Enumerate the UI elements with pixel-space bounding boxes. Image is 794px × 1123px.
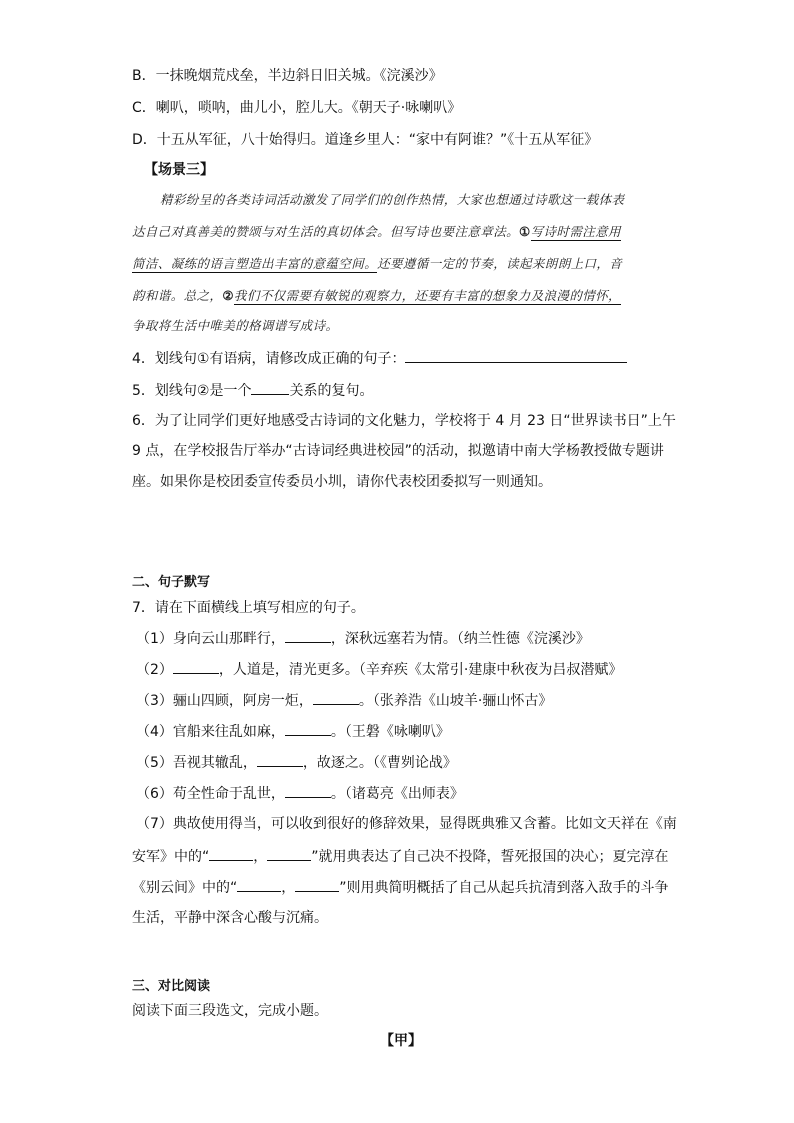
answer-blank[interactable] xyxy=(285,721,331,736)
scene3-line-2 xyxy=(132,222,621,242)
scene3-heading: 【场景三】 xyxy=(144,162,214,178)
item-5 xyxy=(136,752,457,773)
option-b: B．一抹晚烟荒戍垒，半边斜日旧关城。《浣溪沙》 xyxy=(132,68,443,84)
answer-blank[interactable] xyxy=(267,846,311,861)
answer-blank[interactable] xyxy=(285,783,331,798)
question-5-text: 关系的复句。 xyxy=(289,383,374,399)
question-6-line-3: 座。如果你是校团委宣传委员小圳，请你代表校团委拟写一则通知。 xyxy=(132,474,552,490)
question-4-text: 4．划线句①有语病，请修改成正确的句子： xyxy=(132,351,406,367)
answer-blank[interactable] xyxy=(251,380,289,395)
question-6-line-2: 9 点，在学校报告厅举办“古诗词经典进校园”的活动，拟邀请中南大学杨教授做专题讲 xyxy=(132,443,664,459)
item-text: 。（王磐《咏喇叭》 xyxy=(330,724,450,740)
item-7-line-4: 生活，平静中深含心酸与沉痛。 xyxy=(132,910,328,926)
item-text: 。（张养浩《山坡羊·骊山怀古》 xyxy=(358,693,553,709)
scene3-line-4 xyxy=(132,286,621,306)
item-4 xyxy=(136,721,450,742)
answer-blank[interactable] xyxy=(405,348,627,363)
item-text: ， xyxy=(281,880,296,896)
underlined-sentence-1b: 简洁、凝练的语言塑造出丰富的意蕴空间。 xyxy=(132,256,378,271)
answer-blank[interactable] xyxy=(257,752,303,767)
item-text: （6）苟全性命于乱世， xyxy=(136,786,285,802)
scene3-text: 达自己对真善美的赞颂与对生活的真切体会。但写诗也要注意章法。 xyxy=(132,224,520,239)
item-6 xyxy=(136,783,464,804)
question-5 xyxy=(132,380,373,401)
section-3-intro: 阅读下面三段选文，完成小题。 xyxy=(132,1003,328,1019)
item-text: 。（诸葛亮《出师表》 xyxy=(330,786,464,802)
section-2-title: 二、句子默写 xyxy=(132,575,211,590)
item-text: （5）吾视其辙乱， xyxy=(136,755,257,771)
item-text: ，故逐之。（《曹刿论战》 xyxy=(302,755,457,771)
item-2 xyxy=(136,659,622,680)
passage-jia-heading: 【甲】 xyxy=(380,1033,422,1049)
item-text: ”就用典表达了自己决不投降，誓死报国的决心；夏完淳在 xyxy=(311,849,669,865)
question-7: 7．请在下面横线上填写相应的句子。 xyxy=(132,600,365,616)
scene3-text: 韵和谐。总之， xyxy=(132,288,223,303)
item-text: （2） xyxy=(136,662,173,678)
item-text: 《别云间》中的“ xyxy=(132,880,238,896)
item-text: （4）官船来往乱如麻， xyxy=(136,724,285,740)
option-c: C．喇叭，唢呐，曲儿小，腔儿大。《朝天子·咏喇叭》 xyxy=(132,100,462,116)
answer-blank[interactable] xyxy=(209,846,253,861)
item-text: ，深秋远塞若为情。（纳兰性德《浣溪沙》 xyxy=(330,631,590,647)
mark-2: ② xyxy=(222,288,234,303)
scene3-line-5: 争取将生活中唯美的格调谱写成诗。 xyxy=(132,318,339,333)
mark-1: ① xyxy=(519,224,531,239)
question-4 xyxy=(132,348,627,369)
underlined-sentence-1a: 写诗时需注意用 xyxy=(530,224,621,239)
answer-blank[interactable] xyxy=(295,877,339,892)
answer-blank[interactable] xyxy=(237,877,281,892)
answer-blank[interactable] xyxy=(313,690,359,705)
scene3-line-3 xyxy=(132,254,622,274)
underlined-sentence-2: 我们不仅需要有敏锐的观察力，还要有丰富的想象力及浪漫的情怀， xyxy=(233,288,621,303)
item-text: ，人道是，清光更多。（辛弃疾《太常引·建康中秋夜为吕叔潜赋》 xyxy=(218,662,623,678)
item-text: （1）身向云山那畔行， xyxy=(136,631,285,647)
item-text: ， xyxy=(253,849,268,865)
option-d: D．十五从军征，八十始得归。道逢乡里人：“家中有阿谁？”《十五从军征》 xyxy=(132,132,599,148)
item-text: 安军》中的“ xyxy=(132,849,210,865)
item-1 xyxy=(136,628,590,649)
answer-blank[interactable] xyxy=(285,628,331,643)
item-3 xyxy=(136,690,552,711)
question-5-text: 5．划线句②是一个 xyxy=(132,383,252,399)
item-7-line-3 xyxy=(132,877,669,898)
item-text: ”则用典简明概括了自己从起兵抗清到落入敌手的斗争 xyxy=(339,880,669,896)
scene3-text: 还要遵循一定的节奏，读起来朗朗上口，音 xyxy=(377,256,623,271)
item-text: （3）骊山四顾，阿房一炬， xyxy=(136,693,313,709)
scene3-line-1: 精彩纷呈的各类诗词活动激发了同学们的创作热情，大家也想通过诗歌这一载体表 xyxy=(160,192,625,207)
item-7-line-1: （7）典故使用得当，可以收到很好的修辞效果，显得既典雅又含蓄。比如文天祥在《南 xyxy=(136,816,677,832)
question-6-line-1: 6．为了让同学们更好地感受古诗词的文化魅力，学校将于 4 月 23 日“世界读书日”上午 xyxy=(132,413,676,429)
section-3-title: 三、对比阅读 xyxy=(132,979,211,994)
item-7-line-2 xyxy=(132,846,669,867)
answer-blank[interactable] xyxy=(173,659,219,674)
